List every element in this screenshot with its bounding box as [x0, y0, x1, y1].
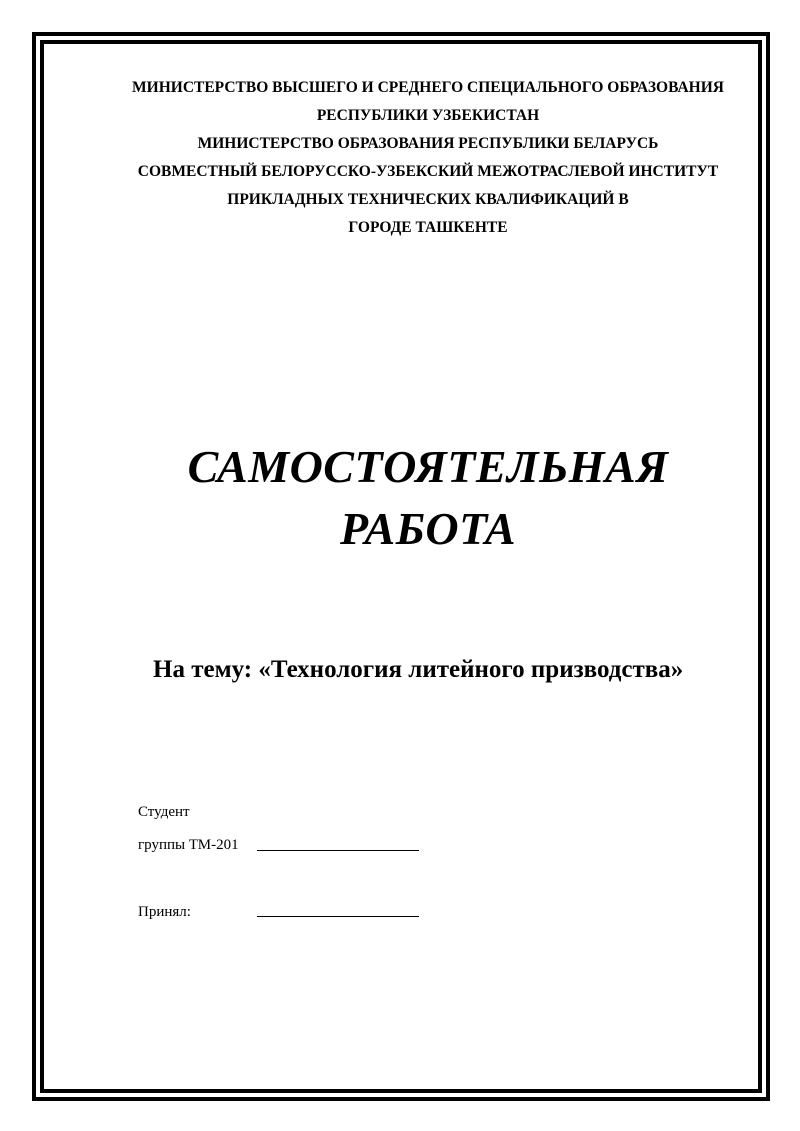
accepted-signature-line: [257, 916, 419, 917]
student-signature-line: [257, 850, 419, 851]
header-line-1: МИНИСТЕРСТВО ВЫСШЕГО И СРЕДНЕГО СПЕЦИАЛЬНОГО ОБРАЗОВАНИЯ: [132, 79, 724, 96]
student-group-label: группы ТМ-201: [138, 837, 239, 853]
header-line-3: МИНИСТЕРСТВО ОБРАЗОВАНИЯ РЕСПУБЛИКИ БЕЛАРУСЬ: [197, 135, 659, 152]
document-topic: На тему: «Технология литейного призводства»: [153, 656, 684, 683]
header-line-5: ПРИКЛАДНЫХ ТЕХНИЧЕСКИХ КВАЛИФИКАЦИЙ В: [227, 191, 629, 208]
title-line-1: САМОСТОЯТЕЛЬНАЯ: [187, 441, 669, 492]
accepted-label: Принял:: [138, 904, 191, 920]
header-line-6: ГОРОДЕ ТАШКЕНТЕ: [348, 219, 508, 236]
student-label: Студент: [138, 804, 190, 820]
title-line-2: РАБОТА: [339, 503, 517, 554]
header-line-4: СОВМЕСТНЫЙ БЕЛОРУССКО-УЗБЕКСКИЙ МЕЖОТРАСЛЕВОЙ ИНСТИТУТ: [137, 163, 719, 180]
institution-header: [48, 74, 800, 242]
document-title: [48, 436, 800, 560]
header-line-2: РЕСПУБЛИКИ УЗБЕКИСТАН: [316, 107, 540, 124]
